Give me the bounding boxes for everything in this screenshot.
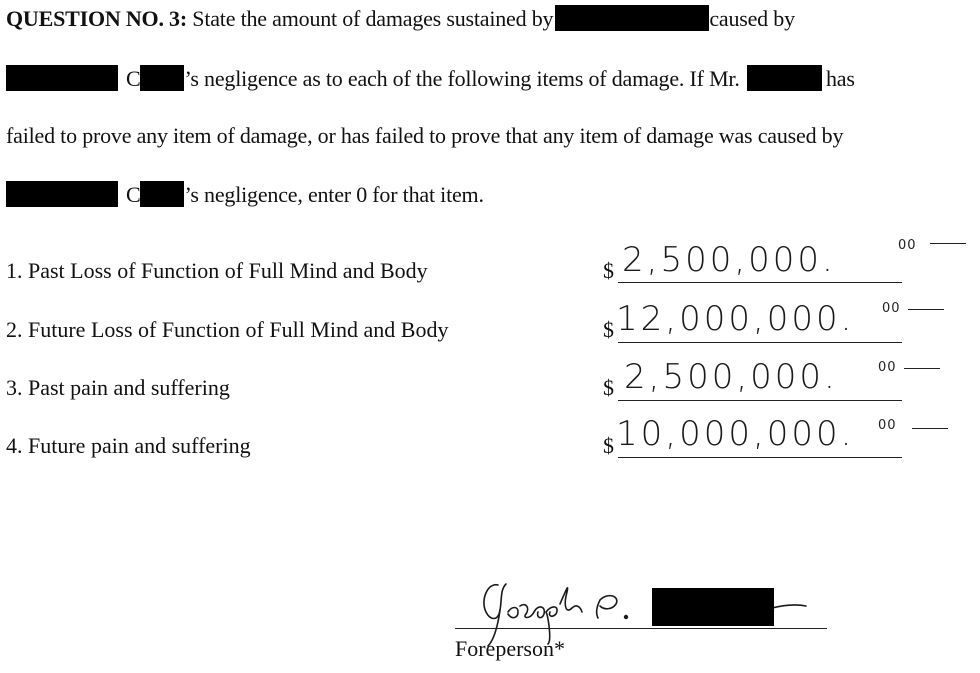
handwritten-cents: 00	[878, 360, 897, 375]
question-text: C	[126, 182, 141, 207]
question-text: State the amount of damages sustained by	[192, 6, 554, 31]
question-text: ’s negligence as to each of the following items of damage. If Mr.	[184, 66, 740, 91]
currency-symbol: $	[603, 258, 614, 283]
signature-caption: Foreperson*	[455, 636, 565, 661]
handwritten-amount: 10,000,000.	[616, 414, 855, 454]
handwritten-amount: 12,000,000.	[616, 299, 855, 339]
redaction-bar	[652, 588, 774, 626]
handwritten-amount: 2,500,000.	[624, 357, 838, 397]
question-text: has	[825, 66, 855, 91]
handwritten-cents: 00	[878, 418, 897, 433]
question-text: C	[126, 66, 141, 91]
handwritten-cents: 00	[882, 301, 901, 316]
handwritten-amount: 2,500,000.	[622, 240, 836, 280]
question-line-3: failed to prove any item of damage, or has failed to prove that any item of damage was caused by	[6, 123, 844, 148]
question-heading: QUESTION NO. 3:	[6, 6, 187, 31]
currency-symbol: $	[603, 433, 614, 458]
currency-symbol: $	[603, 317, 614, 342]
damage-item-label: 2. Future Loss of Function of Full Mind and Body	[6, 317, 449, 342]
damage-item-label: 1. Past Loss of Function of Full Mind and Body	[6, 258, 428, 283]
damage-item-label: 4. Future pain and suffering	[6, 433, 251, 458]
signature-line	[455, 628, 827, 629]
handwritten-cents: 00	[898, 238, 917, 253]
currency-symbol: $	[603, 375, 614, 400]
damage-item-label: 3. Past pain and suffering	[6, 375, 230, 400]
question-text: caused by	[709, 6, 795, 31]
question-text: ’s negligence, enter 0 for that item.	[184, 182, 484, 207]
